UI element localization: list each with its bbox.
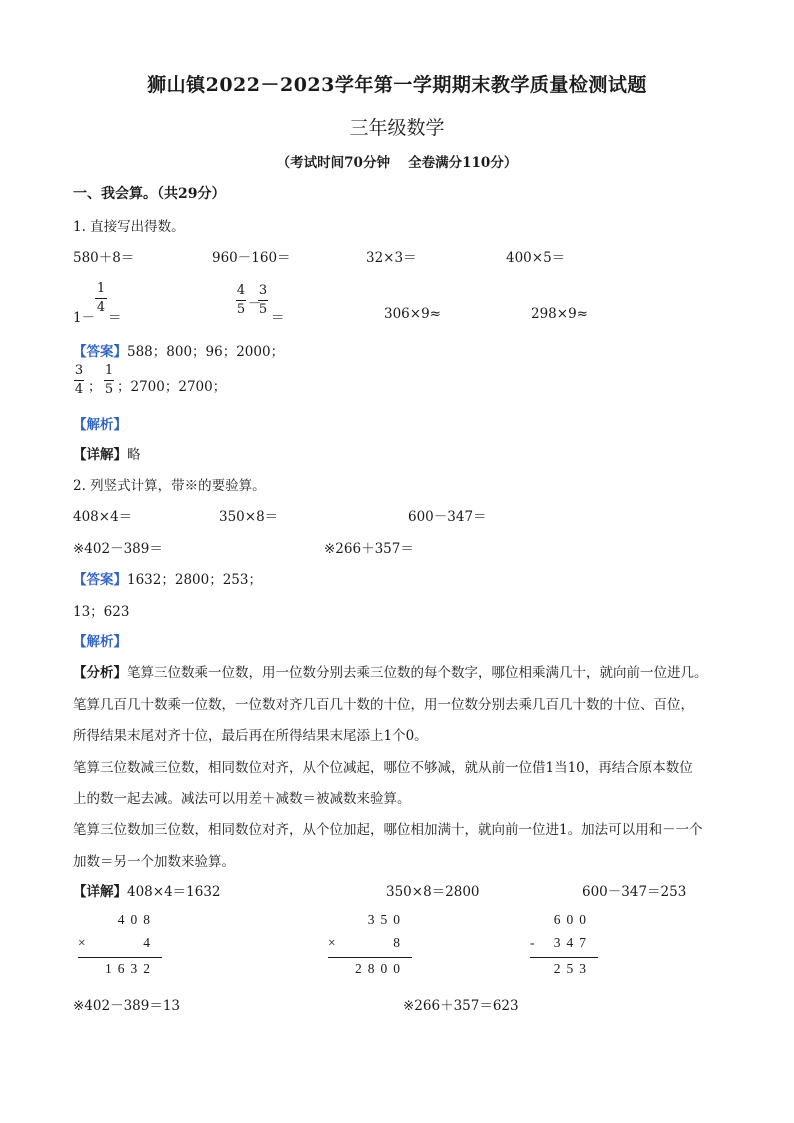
fenxi-label: 【分析】 [73, 665, 127, 681]
fraction-denominator: 5 [104, 382, 114, 397]
q1-frac2-op: － [248, 296, 262, 312]
q1-frac2-suffix: ＝ [271, 310, 285, 326]
q2-analysis-para1-a [73, 661, 708, 681]
q1-answer-frac1 [74, 364, 84, 397]
fraction-numerator: 1 [104, 363, 114, 378]
vc-line [530, 957, 598, 958]
q2-answer [73, 568, 262, 588]
detail-label: 【详解】 [73, 884, 127, 900]
q1-expr-1: 580＋8＝ [73, 250, 135, 266]
q2-expr-1: 408×4＝ [73, 509, 133, 525]
q1-frac2-a [236, 284, 246, 317]
q1-approx-2: 298×9≈ [531, 306, 588, 322]
fraction-numerator: 4 [236, 283, 246, 298]
fraction-bar [104, 380, 114, 381]
q2-answer-line2: 13；623 [73, 604, 130, 620]
fraction-bar [258, 300, 268, 301]
fraction-numerator: 1 [96, 281, 106, 296]
answer-text: 588；800；96；2000； [127, 344, 285, 360]
q2-detail [73, 880, 221, 900]
vc-bottom: 4 [143, 935, 156, 950]
vc-line [328, 957, 412, 958]
q2-prompt: 2. 列竖式计算，带※的要验算。 [73, 478, 266, 494]
vc-top: 600 [553, 912, 592, 927]
para-text: 笔算三位数乘一位数，用一位数分别去乘三位数的每个数字，哪位相乘满几十，就向前一位进几。 [127, 665, 708, 681]
q1-expr-4: 400×5＝ [506, 250, 566, 266]
fraction-numerator: 3 [258, 283, 268, 298]
vc-op: - [530, 935, 535, 950]
vertical-calc-2 [328, 912, 406, 980]
q1-prompt: 1. 直接写出得数。 [73, 219, 185, 235]
q1-frac1-prefix: 1－ [73, 310, 96, 326]
answer-label: 【答案】 [73, 344, 127, 360]
q2-expr-3: 600－347＝ [408, 509, 487, 525]
section-heading: 一、我会算。（共29分） [73, 186, 226, 202]
fraction-bar [236, 300, 246, 301]
vertical-calc-1 [78, 912, 156, 980]
exam-title: 狮山镇2022－2023学年第一学期期末教学质量检测试题 [147, 74, 647, 96]
q1-frac1 [95, 282, 107, 315]
q2-expr-5: ※266＋357＝ [324, 541, 414, 557]
vc-result: 1632 [105, 961, 156, 976]
vc-result: 2800 [355, 961, 406, 976]
vertical-calc-3 [530, 912, 592, 980]
check-eq-1: ※402－389＝13 [73, 998, 181, 1014]
answer-label: 【答案】 [73, 572, 127, 588]
q2-expr-4: ※402－389＝ [73, 541, 163, 557]
fraction-numerator: 3 [74, 363, 84, 378]
fraction-denominator: 4 [74, 382, 84, 397]
fraction-denominator: 5 [258, 302, 268, 317]
q1-answer-tail: ；2700；2700； [117, 379, 227, 395]
q1-answer-sep: ； [88, 379, 102, 395]
q1-frac1-suffix: ＝ [108, 310, 122, 326]
q2-expr-2: 350×8＝ [219, 509, 279, 525]
detail-text: 略 [127, 447, 141, 463]
detail-eq-2: 350×8＝2800 [386, 884, 480, 900]
fraction-bar [95, 298, 107, 299]
vc-bottom: 347 [553, 935, 592, 950]
answer-text: 1632；2800；253； [127, 572, 262, 588]
check-eq-2: ※266＋357＝623 [403, 998, 519, 1014]
vc-top: 408 [117, 912, 156, 927]
vc-top: 350 [367, 912, 406, 927]
q2-analysis-para2-b: 上的数一起去减。减法可以用差＋减数＝被减数来验算。 [73, 791, 411, 807]
q1-answer-frac2 [104, 364, 114, 397]
vc-op: × [78, 935, 86, 950]
q2-analysis-para3-a: 笔算三位数加三位数，相同数位对齐，从个位加起，哪位相加满十，就向前一位进1。加法可以用和－一个 [73, 822, 703, 838]
fraction-denominator: 4 [96, 300, 106, 315]
q1-frac2-b [258, 284, 268, 317]
q1-detail [73, 443, 141, 463]
fraction-bar [74, 380, 84, 381]
q1-approx-1: 306×9≈ [384, 306, 441, 322]
q2-analysis-para1-b: 笔算几百几十数乘一位数，一位数对齐几百几十数的十位，用一位数分别去乘几百几十数的十位、百位， [73, 697, 694, 713]
q1-expr-3: 32×3＝ [366, 250, 417, 266]
q2-analysis-para3-b: 加数＝另一个加数来验算。 [73, 854, 235, 870]
q1-analysis-label: 【解析】 [73, 417, 127, 433]
exam-subtitle: 三年级数学 [349, 117, 445, 139]
detail-eq-3: 600－347＝253 [582, 884, 687, 900]
exam-note: （考试时间70分钟 全卷满分110分） [276, 155, 518, 171]
q2-analysis-label: 【解析】 [73, 634, 127, 650]
q1-expr-2: 960－160＝ [212, 250, 291, 266]
q2-analysis-para2-a: 笔算三位数减三位数，相同数位对齐，从个位减起，哪位不够减，就从前一位借1当10，再结合原本数位 [73, 760, 693, 776]
vc-result: 253 [553, 961, 592, 976]
vc-bottom: 8 [393, 935, 406, 950]
vc-line [78, 957, 162, 958]
q1-answer [73, 340, 284, 360]
q2-analysis-para1-c: 所得结果末尾对齐十位，最后再在所得结果末尾添上1个0。 [73, 728, 428, 744]
vc-op: × [328, 935, 336, 950]
detail-label: 【详解】 [73, 447, 127, 463]
detail-eq-1: 408×4＝1632 [127, 884, 221, 900]
fraction-denominator: 5 [236, 302, 246, 317]
